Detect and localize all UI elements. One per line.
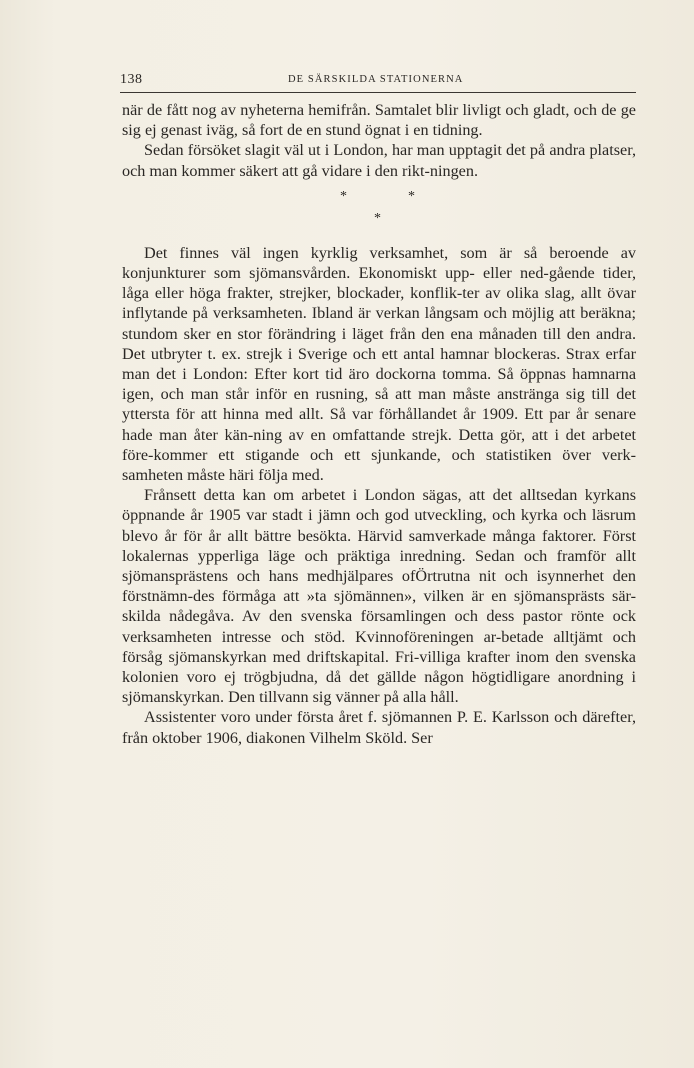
paragraph-development: Frånsett detta kan om arbetet i London sägas, att det alltsedan kyrkans öppnande år 1905 var stadt i jämn och god utveckling, och kyrka och läsrum blevo år för år allt bättre besökta. Härvid samverkade många faktorer. Först lokalernas ypperliga läge och präktiga inredning. Sedan och framför allt sjömansprästens och hans medhjälpares ofÖrtrutna nit och isynnerhet den förstnämn-des förmåga att »ta sjömännen», vilken är en sjömansprästs sär-skilda nådegåva. Av den svenska församlingen och dess pastor rönte ock verksamheten intresse och stöd. Kvinnoföreningen ar-betade alltjämt och försåg sjömanskyrkan med driftskapital. Fri-villiga krafter inom den svenska kolonien voro ej trögbjudna, då det gällde någon högtidligare anordning i sjömanskyrkan. Den tillvann sig vänner på alla håll.: [122, 486, 636, 707]
running-head: DE SÄRSKILDA STATIONERNA: [288, 74, 464, 85]
paragraph-konjunkturer: Det finnes väl ingen kyrklig verksamhet, som är så beroende av konjunkturer som sjömansvården. Ekonomiskt upp- eller ned-gående tider, låga eller höga frakter, strejker, blockader, konflik-ter av olika slag, allt övar inflytande på verksamheten. Ibland är verkan långsam och möjlig att beräkna; stundom sker en stor förändring i läget från den ena månaden till den andra. Det utbryter t. ex. strejk i Sverige och ett antal hamnar blockeras. Strax erfar man det i London: Efter kort tid äro dockorna tomma. Så öppnas hamnarna igen, och man står inför en rusning, så att man måste anstränga sig till det yttersta för att hinna med allt. Så var förhållandet år 1909. Ett par år senare hade man åter kän-ning av en omfattande strejk. Detta gör, att i det arbetet före-kommer ett stigande och ett sjunkande, och statistiken över verk-samheten måste häri följa med.: [122, 243, 636, 485]
asterism-star: *: [408, 188, 415, 204]
page-number: 138: [120, 72, 143, 87]
asterism-star: *: [340, 188, 347, 204]
paragraph-assistants: Assistenter voro under första året f. sjömannen P. E. Karlsson och därefter, från oktober 1906, diakonen Vilhelm Sköld. Ser: [122, 708, 636, 747]
paragraph-continuation: när de fått nog av nyheterna hemifrån. Samtalet blir livligt och gladt, och de ge sig ej genast iväg, så fort de en stund ögnat i en tidning.: [122, 101, 636, 140]
body-text: [122, 100, 636, 748]
paragraph-london-experiment: Sedan försöket slagit väl ut i London, har man upptagit det på andra platser, och man kommer säkert att gå vidare i den rikt-ningen.: [122, 141, 636, 180]
asterism-star: *: [374, 210, 381, 226]
section-break-asterism: [122, 187, 636, 231]
page-header: [120, 70, 636, 93]
